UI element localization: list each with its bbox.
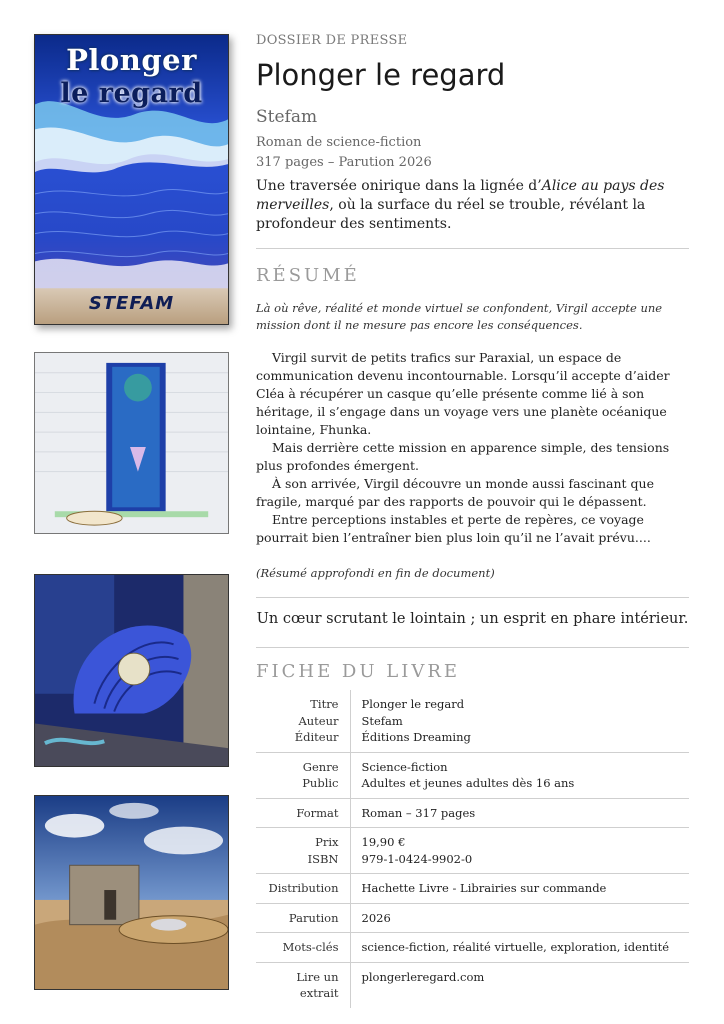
illustration-portal-image: [34, 352, 229, 534]
divider: [256, 597, 689, 598]
resume-paragraph: Mais derrière cette mission en apparence simple, des tensions plus profondes émergent.: [256, 440, 670, 473]
field-label: Mots-clés: [282, 940, 339, 954]
shell-artwork: [35, 575, 228, 766]
field-value: 19,90 €: [361, 835, 406, 849]
table-row: [256, 798, 689, 828]
field-value: Stefam: [361, 713, 403, 728]
field-label: Titre: [310, 697, 339, 711]
book-info-table: [256, 690, 689, 1008]
resume-paragraph: Entre perceptions instables et perte de repères, ce voyage pourrait bien l’entraîner bien plus loin qu’il ne l’avait prévu....: [256, 512, 651, 545]
field-label: Prix: [315, 835, 339, 849]
table-row: [256, 690, 689, 752]
page-title: Plonger le regard: [256, 58, 506, 92]
table-row: [256, 752, 689, 798]
resume-body: [256, 349, 689, 547]
table-row: [256, 874, 689, 904]
field-value: Science-fiction: [361, 759, 448, 774]
press-kit-label: DOSSIER DE PRESSE: [256, 33, 408, 48]
book-pages-line: 317 pages – Parution 2026: [256, 155, 432, 170]
table-row: [256, 903, 689, 933]
tagline-part1: Une traversée onirique dans la lignée d’: [256, 178, 542, 194]
field-label: Distribution: [268, 881, 339, 895]
illustration-shell-image: [34, 574, 229, 767]
field-value: Hachette Livre - Librairies sur commande: [361, 881, 607, 895]
field-label: Format: [296, 805, 339, 820]
cover-title-line2: le regard: [60, 78, 203, 109]
field-value: Adultes et jeunes adultes dès 16 ans: [361, 776, 575, 790]
book-author: Stefam: [256, 107, 318, 127]
fiche-heading: FICHE DU LIVRE: [256, 661, 461, 682]
field-value: Plonger le regard: [361, 697, 465, 711]
book-meta: [256, 133, 689, 173]
resume-heading: RÉSUMÉ: [256, 265, 360, 286]
resume-lead: Là où rêve, réalité et monde virtuel se confondent, Virgil accepte une mission dont il ne mesure pas encore les conséquences.: [256, 301, 663, 332]
field-value: science-fiction, réalité virtuelle, exploration, identité: [361, 940, 670, 954]
field-value: 979-1-0424-9902-0: [361, 851, 473, 866]
field-label: Lire un extrait: [296, 969, 339, 1000]
field-value: Roman – 317 pages: [361, 805, 476, 820]
divider: [256, 248, 689, 249]
book-cover-image: [34, 34, 229, 325]
tagline-part2: , où la surface du réel se trouble, révélant la profondeur des sentiments.: [256, 197, 646, 232]
resume-paragraph: À son arrivée, Virgil découvre un monde aussi fascinant que fragile, marqué par des rapports de pouvoir qui le dépassent.: [256, 476, 654, 509]
portal-artwork: [35, 353, 228, 533]
illustration-desert-image: [34, 795, 229, 990]
table-row: [256, 828, 689, 874]
book-quote: Un cœur scrutant le lointain ; un esprit en phare intérieur.: [256, 611, 689, 627]
excerpt-link[interactable]: plongerleregard.com: [361, 969, 485, 984]
book-genre-line: Roman de science-fiction: [256, 135, 422, 150]
divider: [256, 647, 689, 648]
field-value: 2026: [361, 910, 391, 925]
field-label: ISBN: [307, 851, 339, 866]
book-tagline: [256, 177, 689, 234]
cover-title-line1: Plonger: [66, 43, 197, 77]
field-value: Éditions Dreaming: [361, 730, 471, 744]
field-label: Genre: [302, 759, 339, 774]
desert-artwork: [35, 796, 228, 989]
cover-author-logo: STEFAM: [88, 293, 175, 314]
table-row: [256, 933, 689, 963]
resume-note: (Résumé approfondi en fin de document): [256, 566, 495, 580]
field-label: Parution: [288, 910, 339, 925]
field-label: Public: [302, 776, 339, 790]
table-row: [256, 962, 689, 1008]
field-label: Auteur: [298, 713, 339, 728]
tagline-emphasis: Alice au pays des merveilles: [256, 178, 665, 213]
resume-paragraph: Virgil survit de petits trafics sur Paraxial, un espace de communication devenu incontournable. Lorsqu’il accepte d’aider Cléa à récupérer un casque qu’elle présente comme lié à son héritage, il s’engage dans un voyage vers une planète océanique lointaine, Fhunka.: [256, 350, 670, 437]
field-label: Éditeur: [294, 730, 339, 744]
